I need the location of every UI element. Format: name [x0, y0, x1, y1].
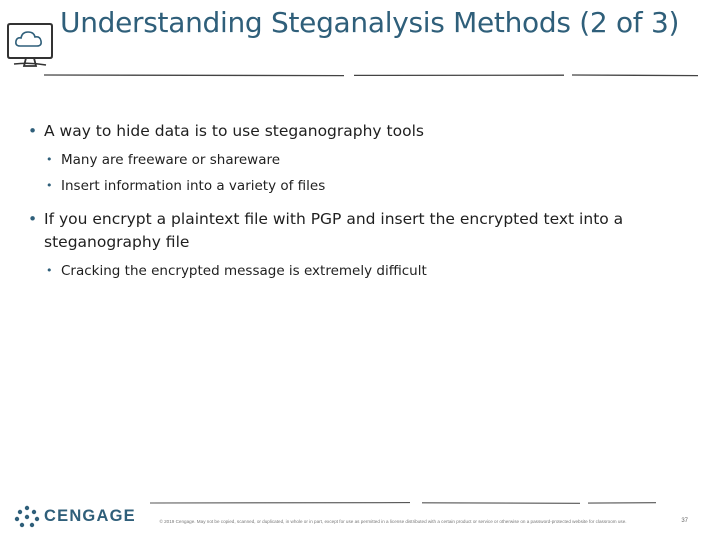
- page-number: 37: [681, 518, 688, 524]
- slide-title: Understanding Steganalysis Methods (2 of 3): [60, 6, 680, 39]
- bullet-text: A way to hide data is to use steganography tools: [44, 122, 424, 140]
- cengage-logo: [14, 504, 144, 530]
- bullet-text: Many are freeware or shareware: [61, 152, 281, 168]
- bullet-level2: [28, 173, 698, 199]
- bullet-glyph: •: [46, 153, 53, 166]
- monitor-cloud-icon: [6, 14, 54, 70]
- bullet-glyph: •: [28, 210, 38, 228]
- bullet-level2: [28, 258, 698, 284]
- copyright-notice: © 2019 Cengage. May not be copied, scanned, or duplicated, in whole or in part, except for use as permitted in a license distributed with a certain product or service or otherwise on a password-protected website for classroom use.: [159, 519, 627, 524]
- bullet-level2: [28, 147, 698, 173]
- bullet-glyph: •: [28, 122, 38, 140]
- slide-body: [28, 120, 698, 284]
- bullet-text: If you encrypt a plaintext file with PGP and insert the encrypted text into a steganography file: [44, 210, 624, 251]
- bullet-text: Cracking the encrypted message is extremely difficult: [61, 263, 427, 279]
- bullet-glyph: •: [46, 264, 53, 277]
- bullet-level1: [28, 208, 698, 254]
- bullet-glyph: •: [46, 179, 53, 192]
- footer-rule: [150, 498, 656, 508]
- logo-wordmark: CENGAGE: [44, 507, 136, 525]
- title-underline: [44, 70, 698, 80]
- bullet-level1: [28, 120, 698, 143]
- bullet-text: Insert information into a variety of files: [61, 178, 326, 194]
- cengage-logo-icon: [14, 505, 40, 529]
